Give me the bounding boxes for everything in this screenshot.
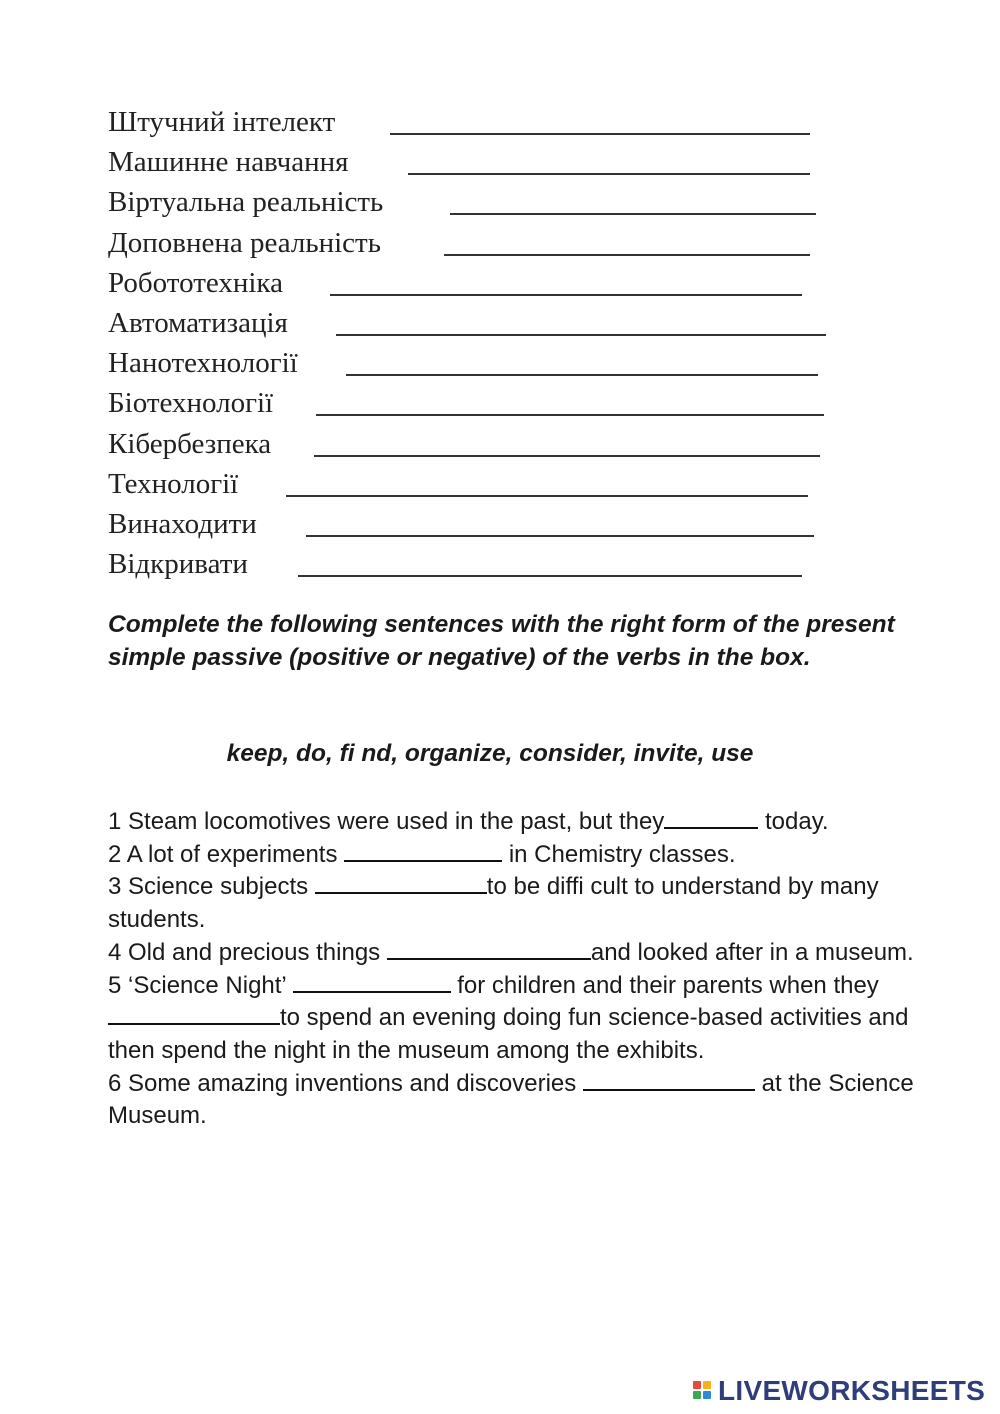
vocab-term: Нанотехнології xyxy=(108,347,298,380)
answer-line[interactable] xyxy=(306,535,814,537)
exercise-sentences xyxy=(108,806,938,1133)
answer-gap[interactable] xyxy=(344,840,502,862)
vocab-term: Робототехніка xyxy=(108,266,283,299)
answer-line[interactable] xyxy=(286,495,808,497)
answer-line[interactable] xyxy=(444,254,810,256)
vocab-term: Відкривати xyxy=(108,548,248,581)
answer-gap[interactable] xyxy=(315,872,487,894)
word-box: keep, do, fi nd, organize, consider, invite, use xyxy=(226,740,754,767)
sentence-5: 5 ‘Science Night’ for children and their parents when they to spend an evening doing fun science-based activities and then spend the night in the museum among the exhibits. xyxy=(108,971,909,1064)
answer-line[interactable] xyxy=(316,414,824,416)
answer-gap[interactable] xyxy=(664,807,758,829)
logo-text: LIVEWORKSHEETS xyxy=(718,1375,986,1406)
sentence-2: 2 A lot of experiments in Chemistry classes. xyxy=(108,840,736,868)
vocab-item xyxy=(108,142,868,182)
vocab-term: Технології xyxy=(108,467,239,500)
answer-line[interactable] xyxy=(298,575,802,577)
vocabulary-list xyxy=(108,102,868,584)
vocab-item xyxy=(108,303,868,343)
vocab-term: Кібербезпека xyxy=(108,427,272,460)
vocab-term: Віртуальна реальність xyxy=(108,186,384,219)
vocab-item xyxy=(108,182,868,222)
answer-line[interactable] xyxy=(408,173,810,175)
vocab-item xyxy=(108,424,868,464)
vocab-item xyxy=(108,102,868,142)
answer-gap[interactable] xyxy=(583,1069,755,1091)
answer-line[interactable] xyxy=(390,133,810,135)
vocab-item xyxy=(108,464,868,504)
vocab-item xyxy=(108,223,868,263)
vocab-item xyxy=(108,343,868,383)
vocab-term: Біотехнології xyxy=(108,387,274,420)
vocab-item xyxy=(108,383,868,423)
sentence-4: 4 Old and precious things and looked after in a museum. xyxy=(108,938,914,966)
vocab-term: Винаходити xyxy=(108,507,257,540)
vocab-term: Машинне навчання xyxy=(108,146,349,179)
answer-gap[interactable] xyxy=(293,971,451,993)
sentence-6: 6 Some amazing inventions and discoveries at the Science Museum. xyxy=(108,1069,914,1130)
answer-line[interactable] xyxy=(346,374,818,376)
vocab-term: Доповнена реальність xyxy=(108,226,381,259)
answer-line[interactable] xyxy=(336,334,826,336)
sentence-3: 3 Science subjects to be diffi cult to understand by many students. xyxy=(108,873,879,934)
sentence-1: 1 Steam locomotives were used in the past, but they today. xyxy=(108,808,829,835)
vocab-item xyxy=(108,504,868,544)
answer-gap[interactable] xyxy=(108,1003,280,1025)
vocab-item xyxy=(108,263,868,303)
liveworksheets-logo-icon xyxy=(693,1379,715,1403)
answer-gap[interactable] xyxy=(387,938,591,960)
answer-line[interactable] xyxy=(330,294,802,296)
vocab-term: Автоматизація xyxy=(108,306,288,339)
vocab-item xyxy=(108,544,868,584)
liveworksheets-logo xyxy=(693,1376,985,1406)
answer-line[interactable] xyxy=(450,213,816,215)
exercise-instruction: Complete the following sentences with the right form of the present simple passive (positive or negative) of the verbs in the box. xyxy=(108,611,895,671)
answer-line[interactable] xyxy=(314,455,820,457)
vocab-term: Штучний інтелект xyxy=(108,106,336,138)
